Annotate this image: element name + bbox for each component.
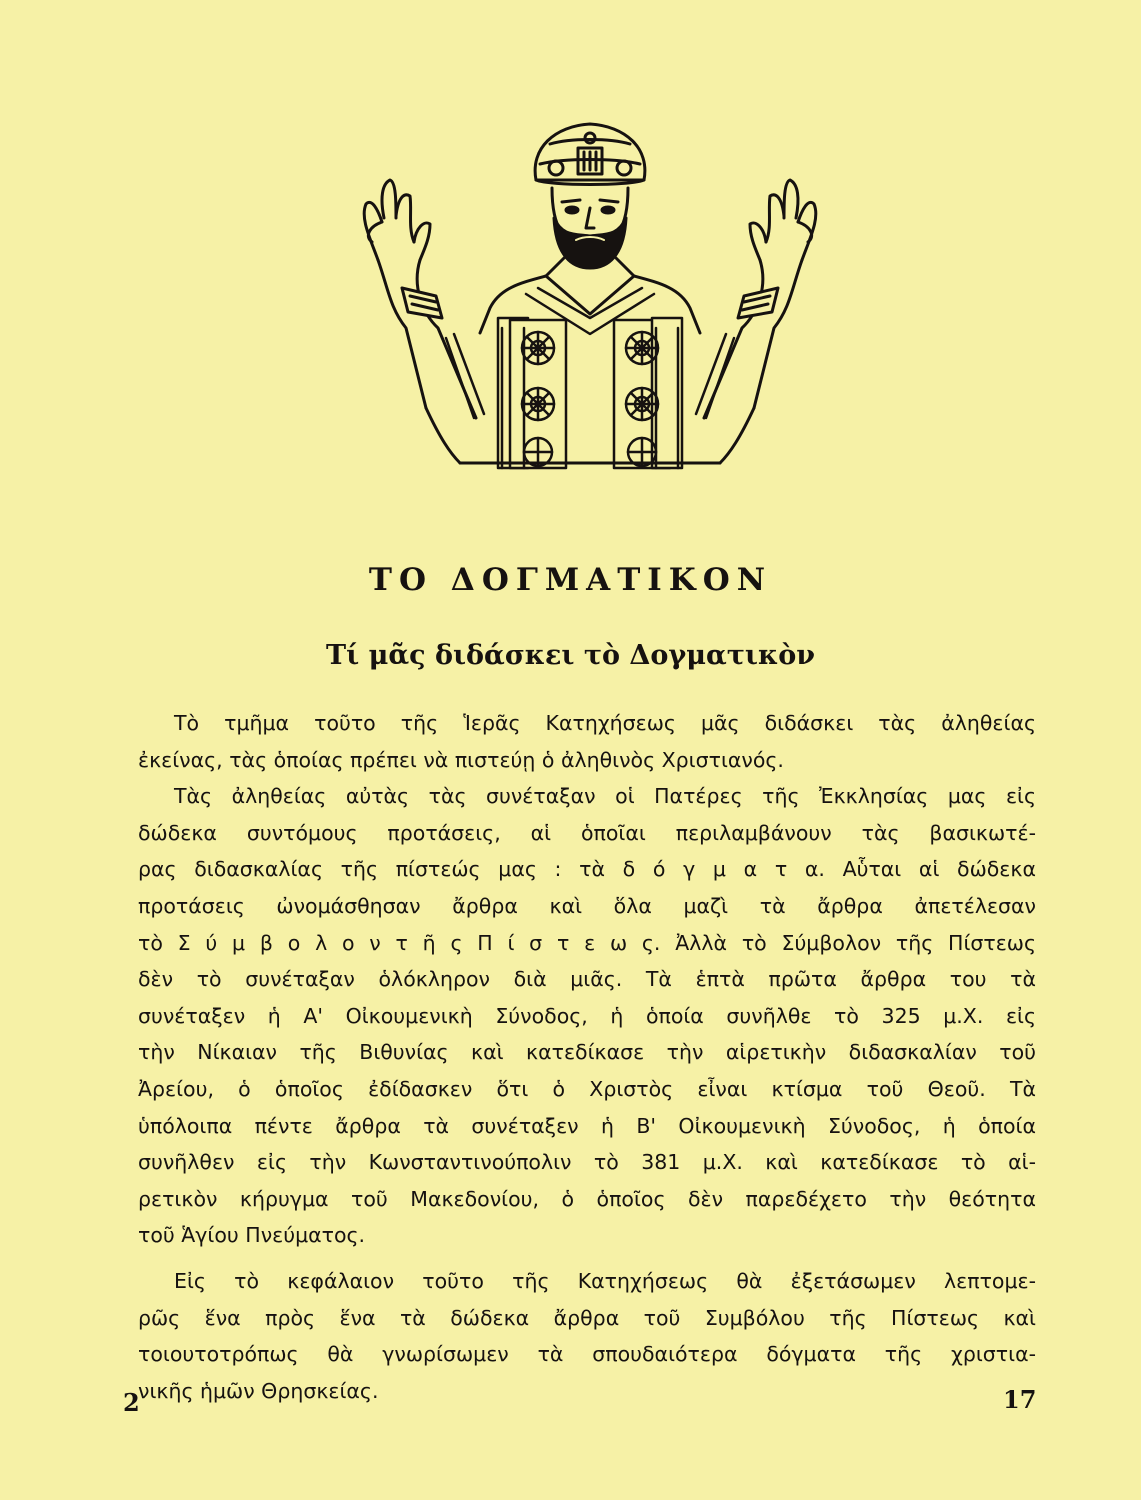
text-line: τοιουτοτρόπως θὰ γνωρίσωμεν τὰ σπουδαιότερα δόγματα τῆς χριστια- [138, 1342, 1036, 1367]
page-title: ΤΟ ΔΟΓΜΑΤΙΚΟΝ [368, 562, 773, 598]
text-line: τοῦ Ἁγίου Πνεύματος. [138, 1223, 366, 1248]
text-line: Τὰς ἀληθείας αὐτὰς τὰς συνέταξαν οἱ Πατέρες τῆς Ἐκκλησίας μας εἰς [174, 784, 1036, 809]
text-line: Ἀρείου, ὁ ὁποῖος ἐδίδασκεν ὅτι ὁ Χριστὸς εἶναι κτίσμα τοῦ Θεοῦ. Τὰ [138, 1076, 1036, 1101]
text-line: ὑπόλοιπα πέντε ἄρθρα τὰ συνέταξεν ἡ Β' Οἰκουμενικὴ Σύνοδος, ἡ ὁποία [138, 1113, 1036, 1138]
text-line: νικῆς ἡμῶν Θρησκείας. [138, 1378, 379, 1403]
text-line: Εἰς τὸ κεφάλαιον τοῦτο τῆς Κατηχήσεως θὰ ἐξετάσωμεν λεπτομε- [174, 1268, 1036, 1293]
text-line: ἐκείνας, τὰς ὁποίας πρέπει νὰ πιστεύῃ ὁ ἀληθινὸς Χριστιανός. [138, 747, 784, 772]
text-line: προτάσεις ὠνομάσθησαν ἄρθρα καὶ ὅλα μαζὶ τὰ ἄρθρα ἀπετέλεσαν [138, 893, 1036, 918]
text-line: συνῆλθεν εἰς τὴν Κωνσταντινούπολιν τὸ 381 μ.Χ. καὶ κατεδίκασε τὸ αἱ- [138, 1150, 1036, 1175]
body-text [138, 705, 1036, 1409]
text-line: συνέταξεν ἡ Α' Οἰκουμενικὴ Σύνοδος, ἡ ὁποία συνῆλθε τὸ 325 μ.Χ. εἰς [138, 1003, 1036, 1028]
page-number: 17 [1003, 1385, 1037, 1414]
text-line: τὸ Σ ύ μ β ο λ ο ν τ ῆ ς Π ί σ τ ε ω ς. Ἀλλὰ τὸ Σύμβολον τῆς Πίστεως [138, 930, 1036, 955]
text-line: ρετικὸν κήρυγμα τοῦ Μακεδονίου, ὁ ὁποῖος δὲν παρεδέχετο τὴν θεότητα [138, 1186, 1036, 1211]
text-line: δώδεκα συντόμους προτάσεις, αἱ ὁποῖαι περιλαμβάνουν τὰς βασικωτέ- [138, 820, 1036, 845]
text-line: τὴν Νίκαιαν τῆς Βιθυνίας καὶ κατεδίκασε τὴν αἱρετικὴν διδασκαλίαν τοῦ [138, 1040, 1036, 1065]
text-line: ρας διδασκαλίας τῆς πίστεώς μας : τὰ δ ό γ μ α τ α. Αὗται αἱ δώδεκα [138, 857, 1036, 882]
signature-number: 2 [123, 1388, 140, 1417]
text-line: ρῶς ἕνα πρὸς ἕνα τὰ δώδεκα ἄρθρα τοῦ Συμβόλου τῆς Πίστεως καὶ [138, 1305, 1036, 1330]
text-line: δὲν τὸ συνέταξαν ὁλόκληρον διὰ μιᾶς. Τὰ ἑπτὰ πρῶτα ἄρθρα του τὰ [138, 967, 1036, 992]
section-subtitle: Τί μᾶς διδάσκει τὸ Δογματικὸν [326, 640, 815, 671]
text-line: Τὸ τμῆμα τοῦτο τῆς Ἱερᾶς Κατηχήσεως μᾶς διδάσκει τὰς ἀληθείας [174, 711, 1036, 735]
bishop-illustration [350, 118, 830, 473]
